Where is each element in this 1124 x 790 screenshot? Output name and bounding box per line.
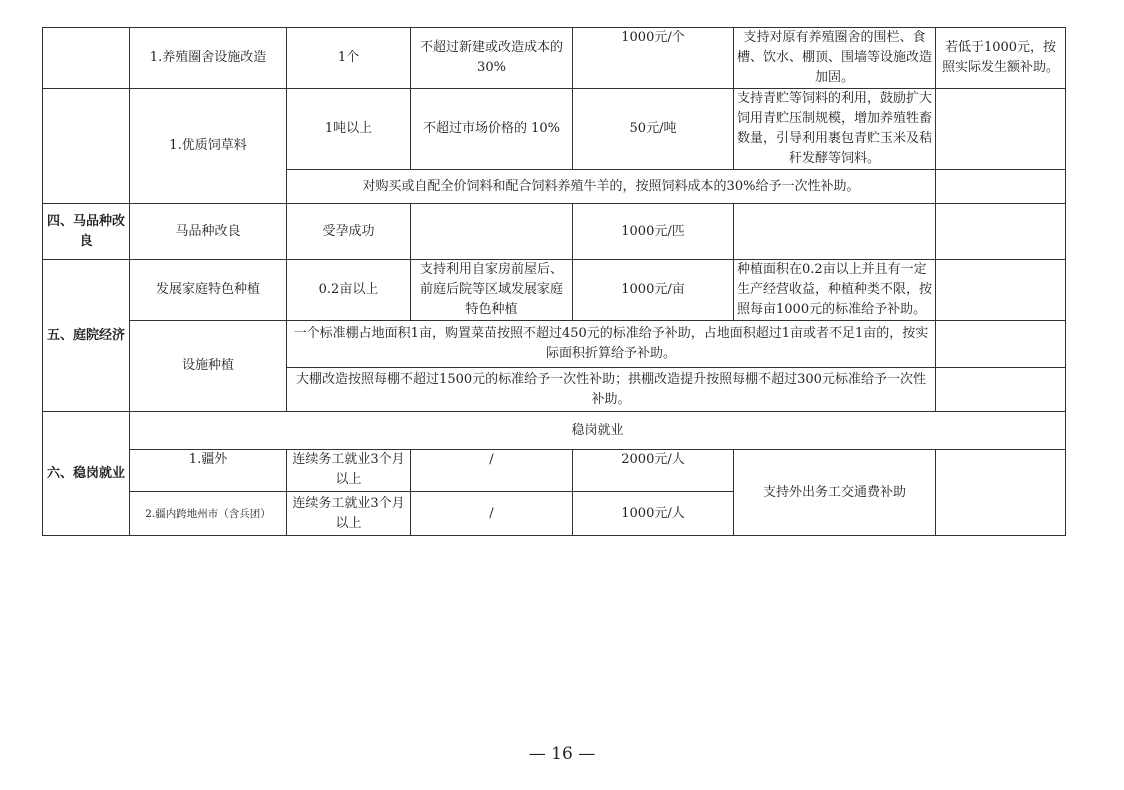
quantity-cell: 1个: [287, 28, 411, 89]
quantity-cell: 连续务工就业3个月以上: [287, 450, 411, 492]
note-cell: [936, 260, 1066, 321]
limit-cell: 不超过新建或改造成本的30%: [411, 28, 573, 89]
limit-cell: /: [411, 492, 573, 536]
limit-cell: 不超过市场价格的 10%: [411, 89, 573, 170]
page-number: — 16 —: [528, 744, 596, 764]
limit-cell: [411, 204, 573, 260]
table-row: [43, 204, 1066, 260]
item-cell: 马品种改良: [130, 204, 287, 260]
note-cell: [936, 450, 1066, 536]
merged-cell: 对购买或自配全价饲料和配合饲料养殖牛羊的，按照饲料成本的30%给予一次性补助。: [287, 170, 936, 204]
table-row: [43, 28, 1066, 89]
note-cell: [936, 89, 1066, 170]
standard-cell: 1000元/匹: [573, 204, 734, 260]
standard-cell: 1000元/人: [573, 492, 734, 536]
description-cell: 支持对原有养殖圈舍的围栏、食槽、饮水、棚顶、围墙等设施改造加固。: [734, 28, 936, 89]
item-cell: 1.优质饲草料: [130, 89, 287, 204]
note-cell: 若低于1000元，按照实际发生额补助。: [936, 28, 1066, 89]
table-row: [43, 321, 1066, 368]
merged-cell: 一个标准棚占地面积1亩，购置菜苗按照不超过450元的标准给予补助，占地面积超过1亩或者不足1亩的，按实际面积折算给予补助。: [287, 321, 936, 368]
description-cell: 支持青贮等饲料的利用，鼓励扩大饲用青贮压制规模，增加养殖牲畜数量，引导利用裹包青贮玉米及秸秆发酵等饲料。: [734, 89, 936, 170]
item-cell: 发展家庭特色种植: [130, 260, 287, 321]
standard-cell: 50元/吨: [573, 89, 734, 170]
quantity-cell: 1吨以上: [287, 89, 411, 170]
quantity-cell: 连续务工就业3个月以上: [287, 492, 411, 536]
category-cell: 六、稳岗就业: [43, 412, 130, 536]
section-header-cell: 稳岗就业: [130, 412, 1066, 450]
description-cell: 支持外出务工交通费补助: [734, 450, 936, 536]
table-row: [43, 89, 1066, 170]
note-cell: [936, 368, 1066, 412]
standard-cell: 2000元/人: [573, 450, 734, 492]
table-row: [43, 412, 1066, 450]
description-cell: 种植面积在0.2亩以上并且有一定生产经营收益，种植种类不限，按照每亩1000元的标准给予补助。: [734, 260, 936, 321]
category-cell: 五、庭院经济: [43, 260, 130, 412]
quantity-cell: 受孕成功: [287, 204, 411, 260]
category-cell: [43, 28, 130, 89]
table-row: [43, 260, 1066, 321]
standard-cell: 1000元/亩: [573, 260, 734, 321]
subsidy-table: [42, 27, 1066, 536]
item-cell: 1.疆外: [130, 450, 287, 492]
note-cell: [936, 170, 1066, 204]
category-cell: 四、马品种改良: [43, 204, 130, 260]
table-row: [43, 450, 1066, 492]
item-cell: 2.疆内跨地州市（含兵团）: [130, 492, 287, 536]
description-cell: [734, 204, 936, 260]
note-cell: [936, 321, 1066, 368]
item-cell: 1.养殖圈舍设施改造: [130, 28, 287, 89]
standard-cell: 1000元/个: [573, 28, 734, 89]
limit-cell: /: [411, 450, 573, 492]
note-cell: [936, 204, 1066, 260]
item-cell: 设施种植: [130, 321, 287, 412]
limit-cell: 支持利用自家房前屋后、前庭后院等区域发展家庭特色种植: [411, 260, 573, 321]
quantity-cell: 0.2亩以上: [287, 260, 411, 321]
merged-cell: 大棚改造按照每棚不超过1500元的标准给予一次性补助；拱棚改造提升按照每棚不超过300元标准给予一次性补助。: [287, 368, 936, 412]
category-cell: [43, 89, 130, 204]
